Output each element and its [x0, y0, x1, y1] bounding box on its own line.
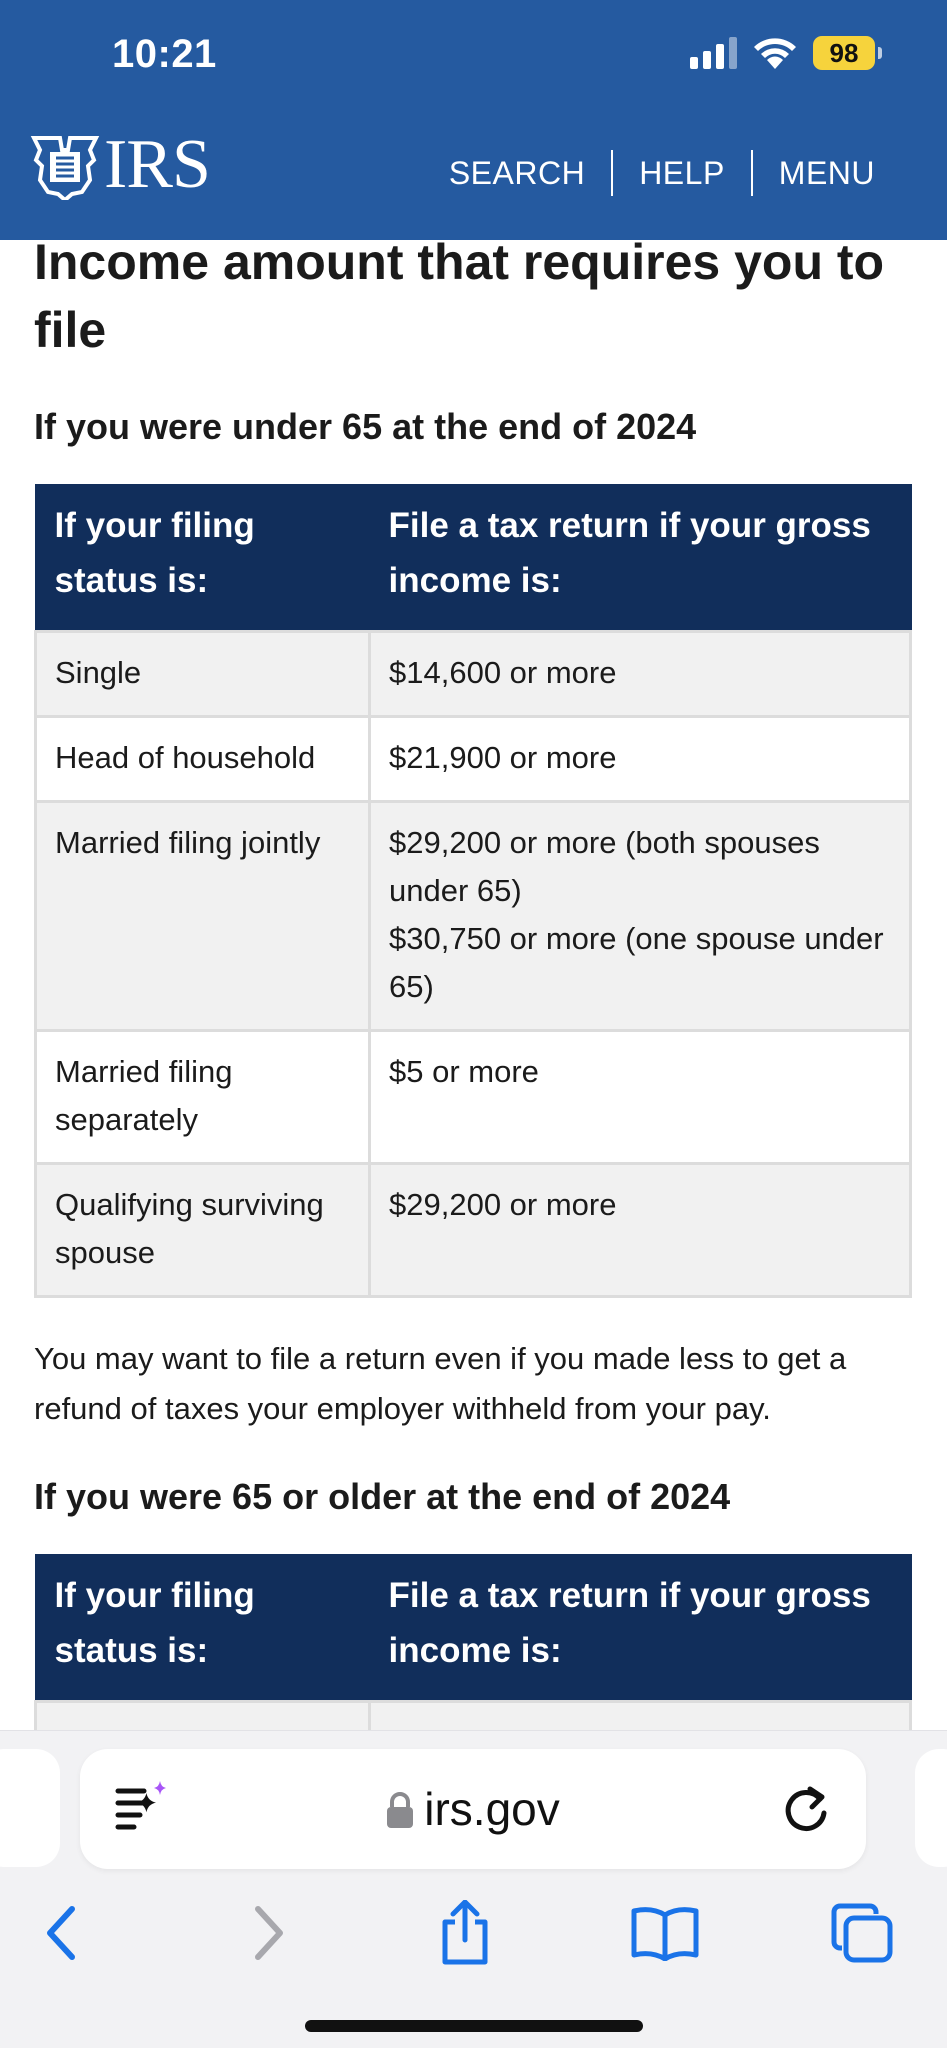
section-heading-65-older: If you were 65 or older at the end of 2024 — [34, 1476, 731, 1517]
column-header-gross-income: File a tax return if your gross income is: — [370, 485, 911, 632]
status-time: 10:21 — [112, 32, 217, 76]
column-header-gross-income: File a tax return if your gross income is: — [370, 1555, 911, 1702]
income-text: $30,750 or more (one spouse under 65) — [389, 921, 884, 1004]
table-row — [36, 1164, 911, 1297]
page-title: Income amount that requires you to file — [34, 234, 885, 358]
forward-button[interactable] — [228, 1893, 308, 1973]
battery-level: 98 — [829, 38, 859, 68]
table-row — [36, 1031, 911, 1164]
main-nav — [423, 150, 901, 196]
status-icons — [690, 36, 875, 70]
income-text: $21,900 or more — [389, 740, 617, 775]
url-text: irs.gov — [424, 1783, 560, 1835]
lock-icon — [386, 1791, 414, 1829]
bookmarks-icon — [630, 1905, 700, 1961]
income-text: $14,600 or more — [389, 655, 617, 690]
table-row — [36, 632, 911, 717]
back-button[interactable] — [22, 1893, 102, 1973]
income-text: $29,200 or more — [389, 1187, 617, 1222]
income-cell — [370, 1031, 911, 1164]
back-icon — [42, 1905, 82, 1961]
nav-help[interactable]: HELP — [639, 154, 725, 191]
browser-toolbar — [0, 1730, 947, 2048]
income-cell — [370, 1164, 911, 1297]
table-row — [36, 717, 911, 802]
url-display[interactable] — [80, 1783, 866, 1835]
section-heading-under-65: If you were under 65 at the end of 2024 — [34, 406, 697, 447]
table-row — [36, 802, 911, 1031]
share-button[interactable] — [425, 1893, 505, 1973]
tabs-icon — [830, 1902, 894, 1964]
income-cell — [370, 802, 911, 1031]
site-header — [0, 0, 947, 240]
nav-search[interactable]: SEARCH — [448, 154, 586, 191]
filing-status-cell: Qualifying surviving spouse — [36, 1164, 370, 1297]
income-cell — [370, 717, 911, 802]
filing-status-cell: Married filing jointly — [36, 802, 370, 1031]
logo-text: IRS — [104, 126, 210, 203]
bookmarks-button[interactable] — [625, 1893, 705, 1973]
filing-status-cell: Head of household — [36, 717, 370, 802]
income-text: $29,200 or more (both spouses under 65) — [389, 825, 820, 908]
home-indicator[interactable] — [305, 2020, 643, 2032]
refund-note: You may want to file a return even if you made less to get a refund of taxes your employer withheld from your pay. — [34, 1341, 847, 1426]
income-text: $5 or more — [389, 1054, 539, 1089]
filing-status-cell: Married filing separately — [36, 1031, 370, 1164]
column-header-filing-status: If your filing status is: — [36, 1555, 370, 1702]
table-header-row — [36, 485, 911, 632]
forward-icon — [248, 1905, 288, 1961]
filing-status-cell: Single — [36, 632, 370, 717]
browser-nav-bar — [0, 1893, 947, 1973]
tabs-button[interactable] — [822, 1893, 902, 1973]
address-bar[interactable] — [80, 1749, 866, 1869]
main-content — [34, 228, 914, 1788]
previous-tab-peek[interactable] — [0, 1749, 60, 1867]
signal-icon — [690, 37, 737, 69]
next-tab-peek[interactable] — [915, 1749, 947, 1867]
reload-icon[interactable] — [774, 1777, 838, 1841]
income-cell — [370, 632, 911, 717]
share-icon — [437, 1900, 493, 1966]
irs-logo[interactable] — [30, 126, 210, 203]
wifi-icon — [753, 36, 797, 70]
filing-table-under-65 — [34, 484, 912, 1298]
eagle-icon — [30, 130, 100, 200]
table-header-row — [36, 1555, 911, 1702]
nav-menu[interactable]: MENU — [778, 154, 875, 191]
battery-icon — [813, 36, 875, 70]
column-header-filing-status: If your filing status is: — [36, 485, 370, 632]
